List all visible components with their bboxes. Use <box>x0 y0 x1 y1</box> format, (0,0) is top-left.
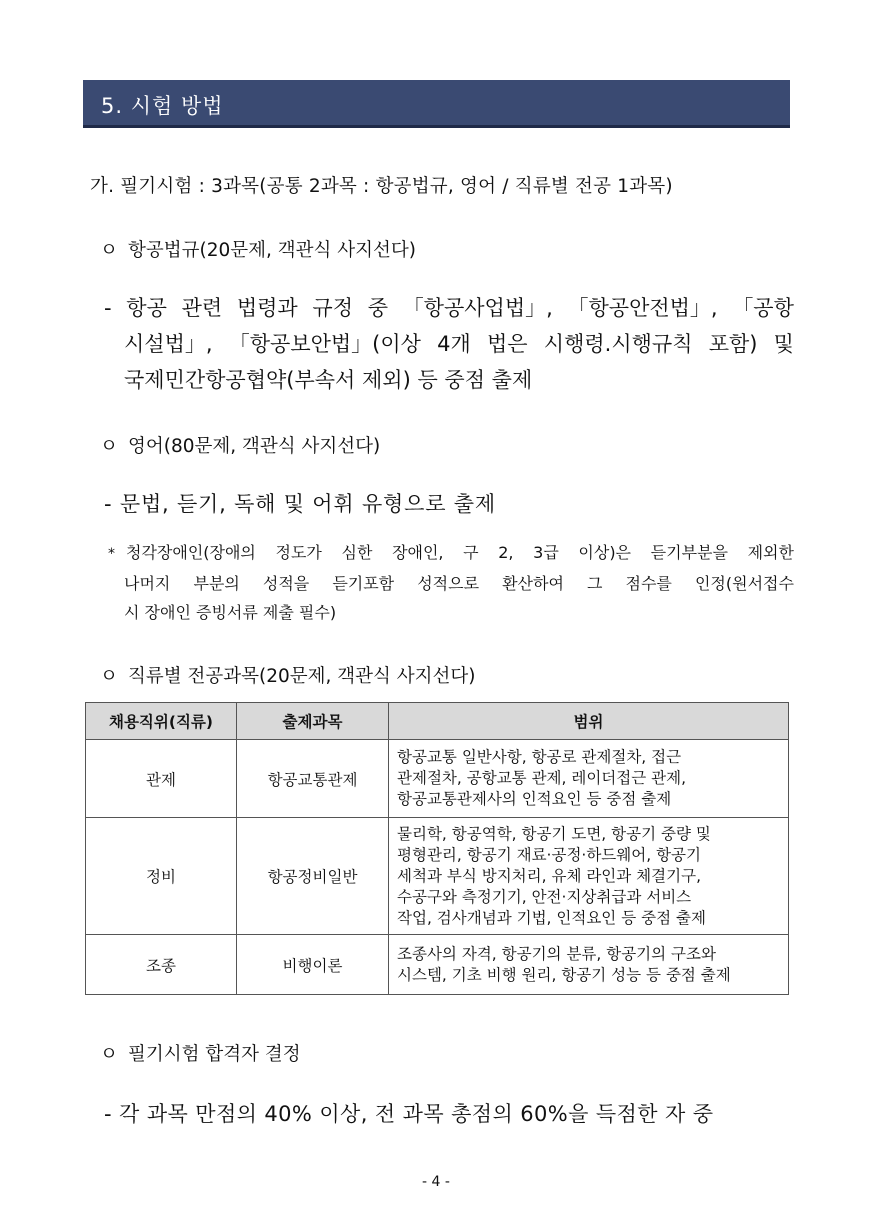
major-subject-table <box>85 702 789 995</box>
pass-criteria: - 각 과목 만점의 40% 이상, 전 과목 총점의 60%을 득점한 자 중 <box>104 1102 714 1126</box>
scope-line: 관제절차, 공항교통 관제, 레이더접근 관제, <box>397 769 687 787</box>
word: 및 <box>773 332 794 356</box>
word: 인정(원서접수 <box>694 574 794 593</box>
note-line-1 <box>108 538 794 569</box>
position-cell: 조종 <box>86 935 237 995</box>
scope-cell <box>389 935 789 995</box>
pass-heading <box>100 1040 301 1066</box>
note-line-2 <box>108 569 794 598</box>
word: 장애인, <box>392 543 444 562</box>
table-row <box>86 818 789 935</box>
law-line-1 <box>104 290 794 326</box>
law-heading <box>100 236 416 262</box>
word: 구 <box>463 543 479 562</box>
word: 「항공안전법」, <box>567 296 718 320</box>
word: 「공항 <box>732 296 794 320</box>
scope-line: 조종사의 자격, 항공기의 분류, 항공기의 구조와 <box>397 944 716 963</box>
word: 규정 <box>312 296 353 320</box>
law-description <box>104 290 794 398</box>
scope-line: 물리학, 항공역학, 항공기 도면, 항공기 중량 및 <box>397 824 711 843</box>
word: 성적으로 <box>417 574 480 593</box>
bullet-circle: ㅇ <box>100 436 118 457</box>
major-heading <box>100 662 475 688</box>
law-heading-text: 항공법규(20문제, 객관식 사지선다) <box>128 240 416 261</box>
position-cell: 정비 <box>86 818 237 935</box>
bullet-circle: ㅇ <box>100 1044 118 1065</box>
word: 이상)은 <box>578 543 632 562</box>
scope-line: 작업, 검사개념과 기법, 인적요인 등 중점 출제 <box>397 908 706 927</box>
word: 심한 <box>341 543 373 562</box>
page-number: - 4 - <box>422 1174 450 1190</box>
scope-line: 수공구와 측정기기, 안전·지상취급과 서비스 <box>397 887 692 906</box>
word: 제외한 <box>747 543 794 562</box>
note-line-3 <box>108 598 794 627</box>
header-position: 채용직위(직류) <box>86 703 237 740</box>
word: 포함) <box>708 332 758 356</box>
word: 2, <box>498 543 514 562</box>
subject-cell: 비행이론 <box>237 935 389 995</box>
word: 「항공사업법」, <box>402 296 553 320</box>
word: 「항공보안법」(이상 <box>228 332 421 356</box>
scope-line: 평형관리, 항공기 재료·공정·하드웨어, 항공기 <box>397 845 702 864</box>
english-heading <box>100 432 380 458</box>
major-heading-text: 직류별 전공과목(20문제, 객관식 사지선다) <box>128 666 476 687</box>
english-description: - 문법, 듣기, 독해 및 어휘 유형으로 출제 <box>104 492 496 516</box>
word: 그 <box>586 574 603 593</box>
word: 법령과 <box>236 296 298 320</box>
word: 4개 <box>437 332 471 356</box>
word: 부분의 <box>193 574 240 593</box>
word: 나머지 <box>124 574 171 593</box>
pass-heading-text: 필기시험 합격자 결정 <box>128 1044 301 1065</box>
word: - <box>104 296 112 320</box>
scope-cell <box>389 740 789 818</box>
header-subject: 출제과목 <box>237 703 389 740</box>
law-line-2 <box>104 326 794 362</box>
word: 법은 <box>487 332 528 356</box>
scope-cell <box>389 818 789 935</box>
word: 항공 <box>126 296 167 320</box>
word: 중 <box>367 296 388 320</box>
subject-cell: 항공정비일반 <box>237 818 389 935</box>
word: 시 장애인 증빙서류 제출 필수) <box>124 603 337 622</box>
hearing-impaired-note <box>108 538 794 627</box>
english-heading-text: 영어(80문제, 객관식 사지선다) <box>128 436 381 457</box>
word: 시행령.시행규칙 <box>543 332 693 356</box>
bullet-circle: ㅇ <box>100 240 118 261</box>
scope-line: 시스템, 기초 비행 원리, 항공기 성능 등 중점 출제 <box>397 965 731 984</box>
position-cell: 관제 <box>86 740 237 818</box>
word: 시설법」, <box>124 332 213 356</box>
scope-line: 세척과 부식 방지처리, 유체 라인과 체결기구, <box>397 866 702 885</box>
word: 듣기포함 <box>332 574 395 593</box>
word: 청각장애인(장애의 <box>126 543 256 562</box>
written-exam-line: 가. 필기시험 : 3과목(공통 2과목 : 항공법규, 영어 / 직류별 전공 1과목) <box>90 176 673 197</box>
word: 환산하여 <box>502 574 564 593</box>
asterisk: * <box>108 546 115 562</box>
subject-cell: 항공교통관제 <box>237 740 389 818</box>
scope-line: 항공교통 일반사항, 항공로 관제절차, 접근 <box>397 748 682 766</box>
word: 관련 <box>181 296 223 320</box>
word: 성적을 <box>262 574 310 593</box>
word: 3급 <box>533 543 559 562</box>
word: 국제민간항공협약(부속서 제외) 등 중점 출제 <box>124 368 533 392</box>
table-row <box>86 935 789 995</box>
word: 정도가 <box>275 543 322 562</box>
scope-line: 항공교통관제사의 인적요인 등 중점 출제 <box>397 790 672 808</box>
section-title: 5. 시험 방법 <box>101 94 224 118</box>
word: 듣기부분을 <box>650 543 728 562</box>
word: 점수를 <box>625 574 672 593</box>
bullet-circle: ㅇ <box>100 666 118 687</box>
table-header-row <box>86 703 789 740</box>
header-scope: 범위 <box>389 703 789 740</box>
section-header <box>83 80 790 128</box>
table-row <box>86 740 789 818</box>
law-line-3 <box>104 362 794 398</box>
